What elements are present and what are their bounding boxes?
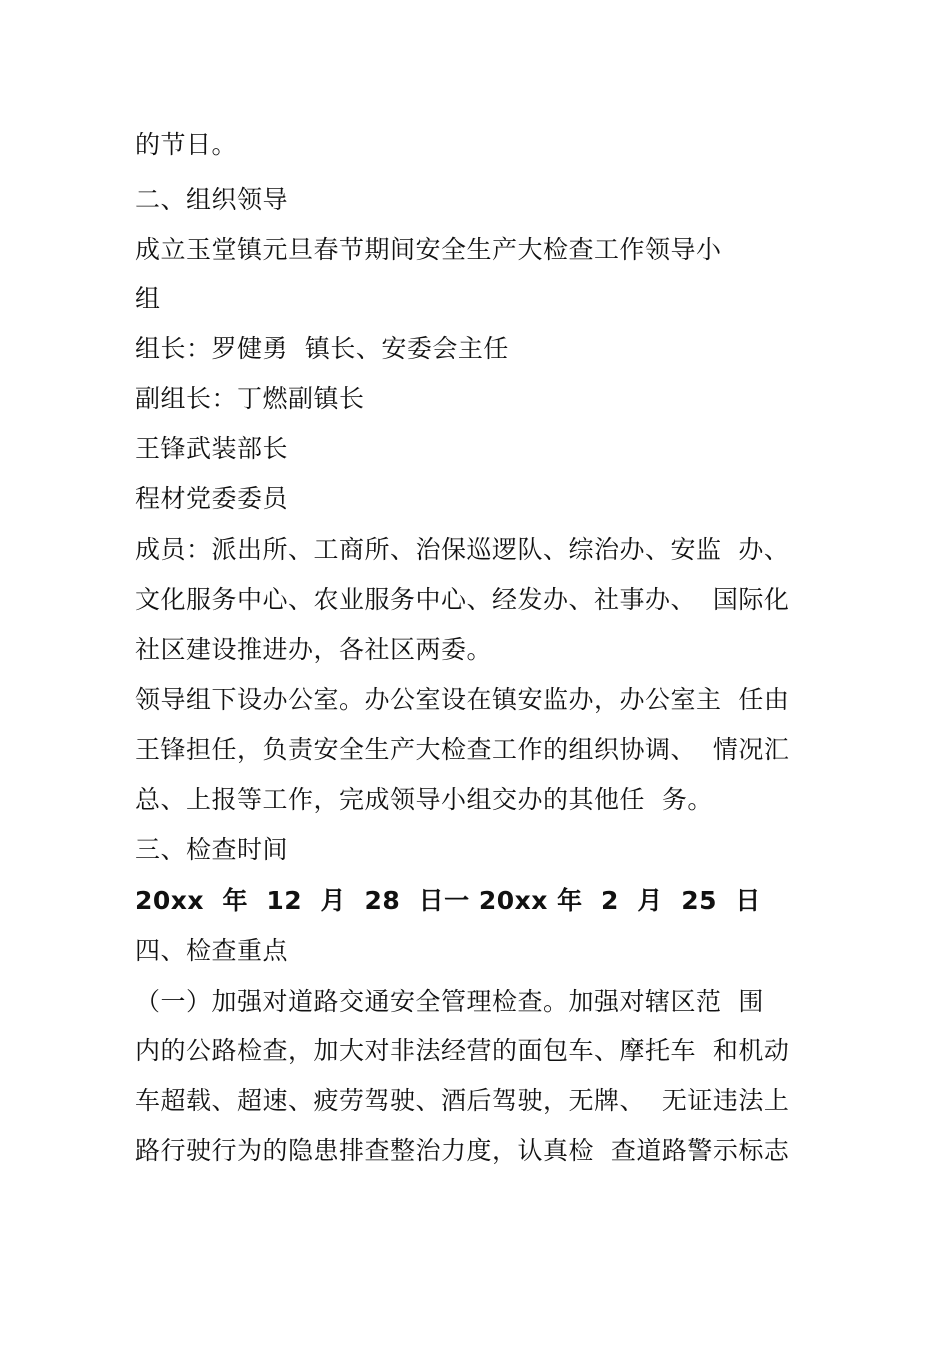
text-line-19: 内的公路检查，加大对非法经营的面包车、摩托车 和机动 (135, 1036, 790, 1065)
text-line-office: 领导组下设办公室。办公室设在镇安监办，办公室主 任由 (135, 685, 790, 714)
text-line-13: 王锋担任，负责安全生产大检查工作的组织协调、 情况汇 (135, 735, 790, 764)
text-line-18: （一）加强对道路交通安全管理检查。加强对辖区范 围 (135, 987, 764, 1016)
section-heading-organization: 二、组织领导 (135, 185, 289, 214)
section-heading-inspection-time: 三、检查时间 (135, 835, 289, 864)
text-line-21: 路行驶行为的隐患排查整治力度，认真检 查道路警示标志 (135, 1136, 790, 1165)
text-line-member-wang: 王锋武装部长 (135, 434, 289, 463)
text-line-4: 组 (135, 284, 161, 313)
inspection-date-range: 20xx 年 12 月 28 日一 20xx 年 2 月 25 日 (135, 886, 761, 915)
text-line-3: 成立玉堂镇元旦春节期间安全生产大检查工作领导小 (135, 235, 722, 264)
text-line-14: 总、上报等工作，完成领导小组交办的其他任 务。 (135, 785, 713, 814)
text-line-10: 文化服务中心、农业服务中心、经发办、社事办、 国际化 (135, 585, 790, 614)
section-heading-inspection-focus: 四、检查重点 (135, 936, 289, 965)
text-line-leader: 组长：罗健勇 镇长、安委会主任 (135, 334, 509, 363)
text-line-members: 成员：派出所、工商所、治保巡逻队、综治办、安监 办、 (135, 535, 790, 564)
text-line-1: 的节日。 (135, 130, 238, 159)
text-line-member-cheng: 程材党委委员 (135, 484, 289, 513)
text-line-deputy-leader: 副组长：丁燃副镇长 (135, 384, 365, 413)
text-line-11: 社区建设推进办，各社区两委。 (135, 635, 493, 664)
text-line-20: 车超载、超速、疲劳驾驶、酒后驾驶，无牌、 无证违法上 (135, 1086, 790, 1115)
